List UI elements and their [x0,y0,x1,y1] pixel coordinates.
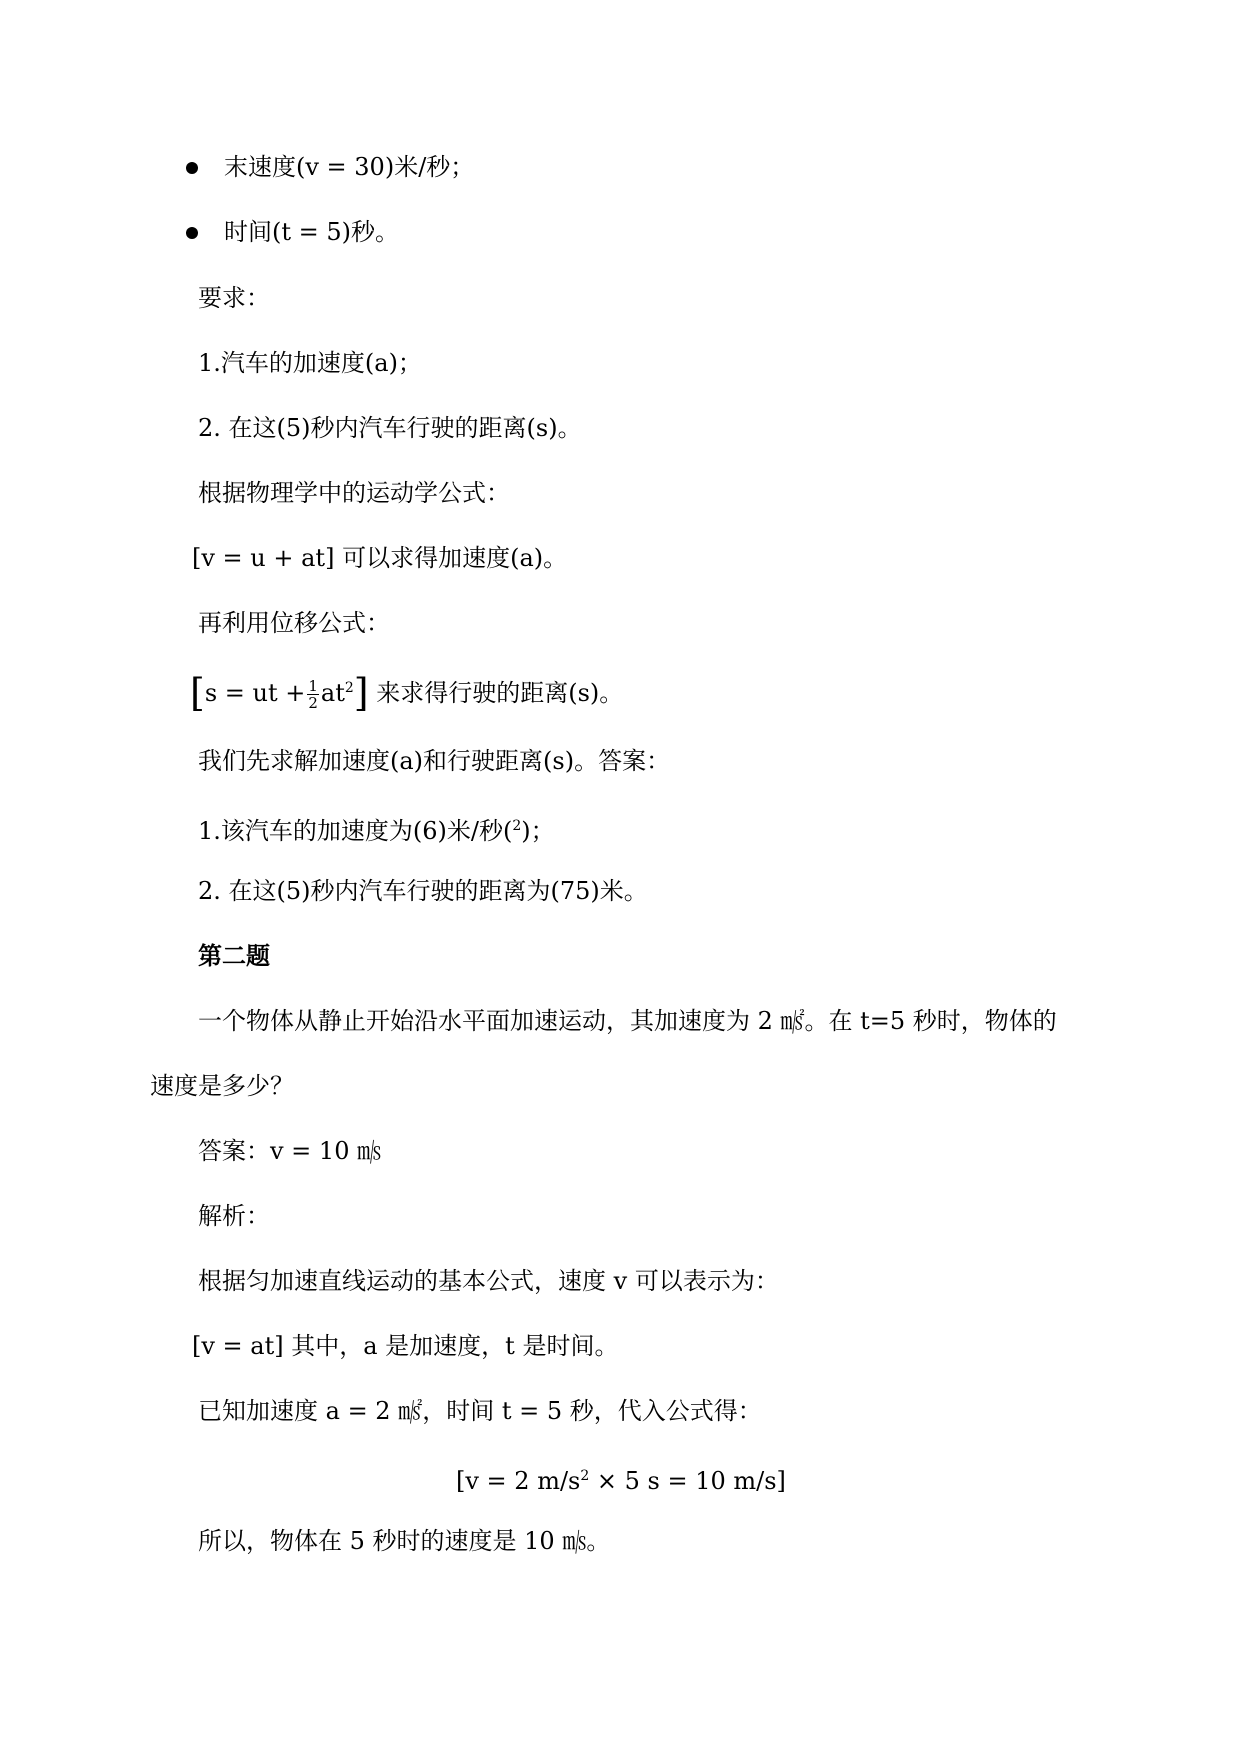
formula-right-bracket: ] [353,671,369,715]
formula-velocity-line [192,541,567,575]
requirement-2: 2. 在这(5)秒内汽车行驶的距离(s)。 [198,414,582,442]
answer-acceleration [198,809,555,848]
formula-calc-sup: 2 [580,1468,590,1484]
displacement-intro: 再利用位移公式： [198,609,390,637]
bullet-time: 时间(t = 5)秒。 [224,218,400,246]
solve-line: 我们先求解加速度(a)和行驶距离(s)。答案： [198,747,671,775]
known-line: 已知加速度 a = 2 ㎨，时间 t = 5 秒，代入公式得： [198,1397,762,1425]
analysis-label: 解析： [198,1202,270,1230]
answer-acceleration-pre: 1.该汽车的加速度为(6)米/秒( [198,817,513,845]
require-label: 要求： [198,284,270,312]
formula-displacement-exp: 2 [344,680,354,696]
formula-displacement-lead: s = ut + [204,679,306,707]
formula-velocity: [v = u + at] [192,544,335,572]
fraction-denominator: 2 [308,694,318,712]
formula-velocity-text: 可以求得加速度(a)。 [342,544,568,572]
formula-calc-post: × 5 s = 10 m/s] [589,1467,786,1495]
problem-line-2: 速度是多少？ [150,1072,294,1100]
formula-displacement-text: 来求得行驶的距离(s)。 [376,679,624,707]
analysis-line-1: 根据匀加速直线运动的基本公式，速度 v 可以表示为： [198,1267,779,1295]
formula-displacement-line [190,671,624,715]
answer-acceleration-post: )； [521,817,555,845]
bullet-dot-1 [186,162,198,174]
bullet-dot-2 [186,227,198,239]
fraction-one-half [307,678,319,711]
formula-intro: 根据物理学中的运动学公式： [198,479,510,507]
formula-left-bracket: [ [190,671,205,715]
answer-distance: 2. 在这(5)秒内汽车行驶的距离为(75)米。 [198,877,648,905]
formula-v-at-text: 其中，a 是加速度，t 是时间。 [291,1332,619,1360]
answer-line: 答案：v = 10 ㎧ [198,1137,382,1165]
problem-line-1: 一个物体从静止开始沿水平面加速运动，其加速度为 2 ㎨。在 t=5 秒时，物体的 [198,1007,1057,1035]
formula-v-at: [v = at] [192,1332,284,1360]
bullet-final-velocity: 末速度(v = 30)米/秒； [224,153,475,181]
answer-acceleration-sup: 2 [512,818,522,834]
formula-calculation [456,1459,786,1498]
formula-displacement-var: at [320,679,345,707]
formula-calc-pre: [v = 2 m/s [456,1467,581,1495]
requirement-1: 1.汽车的加速度(a)； [198,349,422,377]
fraction-numerator: 1 [308,677,318,695]
formula-v-at-line [192,1329,618,1363]
section-title: 第二题 [198,941,270,970]
conclusion: 所以，物体在 5 秒时的速度是 10 ㎧。 [198,1527,611,1555]
